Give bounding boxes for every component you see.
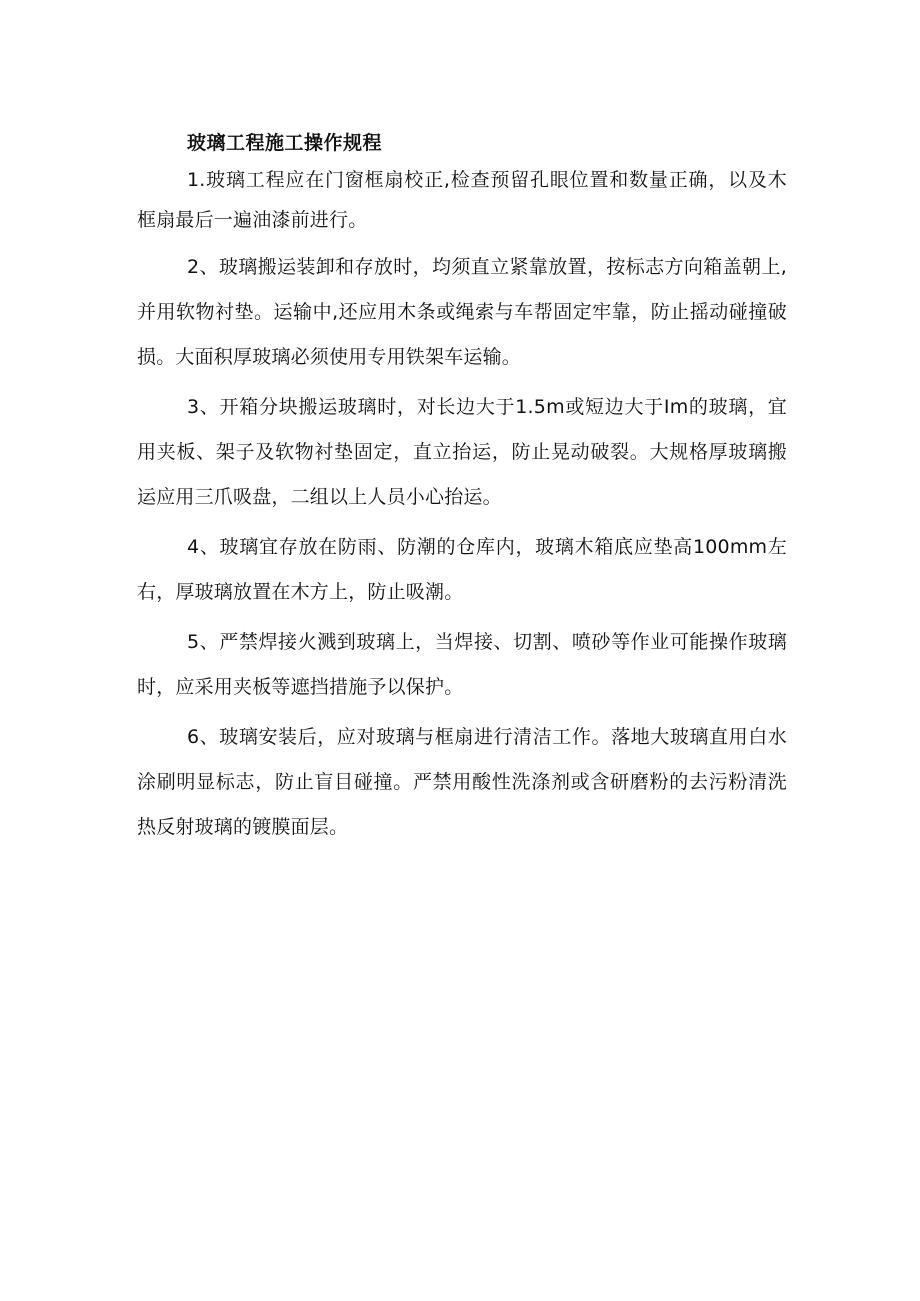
document-title: 玻璃工程施工操作规程 bbox=[187, 132, 383, 154]
paragraph-3: 3、开箱分块搬运玻璃时，对长边大于1.5m或短边大于Im的玻璃，宜用夹板、架子及软物衬垫固定，直立抬运，防止晃动破裂。大规格厚玻璃搬运应用三爪吸盘，二组以上人员小心抬运。 bbox=[137, 396, 787, 508]
document-body bbox=[137, 128, 787, 855]
paragraph-6: 6、玻璃安装后，应对玻璃与框扇进行清洁工作。落地大玻璃直用白水涂刷明显标志，防止盲目碰撞。严禁用酸性洗涤剂或含研磨粉的去污粉清洗热反射玻璃的镀膜面层。 bbox=[137, 726, 787, 838]
paragraph-5: 5、严禁焊接火溅到玻璃上，当焊接、切割、喷砂等作业可能操作玻璃时，应采用夹板等遮挡措施予以保护。 bbox=[137, 631, 787, 698]
paragraph-2: 2、玻璃搬运装卸和存放时，均须直立紧靠放置，按标志方向箱盖朝上,并用软物衬垫。运输中,还应用木条或绳索与车帮固定牢靠，防止摇动碰撞破损。大面积厚玻璃必须使用专用铁架车运输。 bbox=[137, 256, 787, 368]
paragraph-4: 4、玻璃宜存放在防雨、防潮的仓库内，玻璃木箱底应垫高100mm左右，厚玻璃放置在木方上，防止吸潮。 bbox=[137, 536, 787, 603]
paragraph-1: 1.玻璃工程应在门窗框扇校正,检查预留孔眼位置和数量正确，以及木框扇最后一遍油漆前进行。 bbox=[137, 169, 787, 231]
